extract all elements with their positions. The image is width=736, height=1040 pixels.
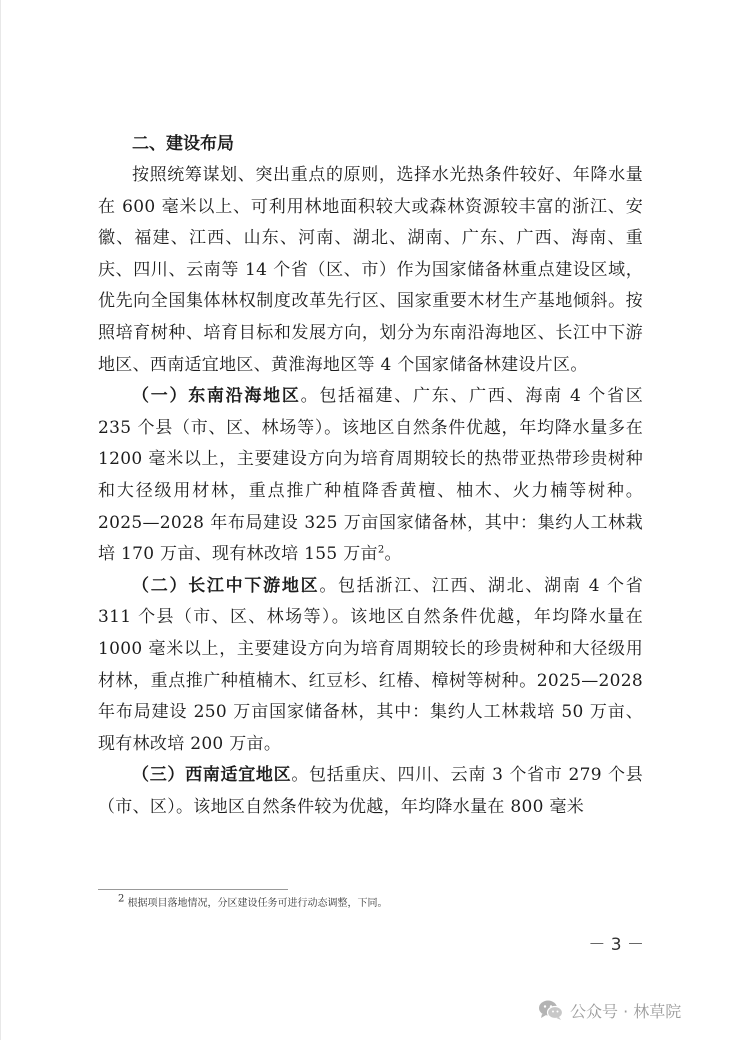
footnote-marker: 2	[118, 893, 125, 905]
document-body	[98, 128, 643, 823]
footnote	[118, 893, 638, 911]
section-label: （三）西南适宜地区	[132, 765, 292, 786]
footnote-reference[interactable]: 2	[377, 544, 385, 556]
section-southwest	[98, 760, 643, 823]
section-southeast-coastal	[98, 381, 643, 571]
section-label: （一）东南沿海地区	[132, 386, 301, 407]
section-text: 。包括浙江、江西、湖北、湖南 4 个省 311 个县（市、区、林场等）。该地区自然条件优越，年均降水量在 1000 毫米以上，主要建设方向为培育周期较长的珍贵树种和大径级用材林，重点推广种植楠木、红豆杉、红椿、樟树等树种。2025—2028 年布局建设 250 万亩国家储备林，其中：集约人工林栽培 50 万亩、现有林改培 200 万亩。	[98, 575, 643, 754]
section-heading: 二、建设布局	[132, 134, 234, 154]
section-text: 。包括福建、广东、广西、海南 4 个省区 235 个县（市、区、林场等）。该地区自然条件优越，年均降水量多在 1200 毫米以上，主要建设方向为培育周期较长的热带亚热带珍贵树种和大径级用材林，重点推广种植降香黄檀、柚木、火力楠等树种。2025—2028 年布局建设 325 万亩国家储备林，其中：集约人工林栽培 170 万亩、现有林改培 155 万亩	[98, 386, 643, 565]
watermark	[538, 996, 681, 1024]
section-yangtze-middle-lower	[98, 571, 643, 761]
page-number: － 3 －	[588, 935, 644, 955]
section-label: （二）长江中下游地区	[132, 575, 320, 596]
section-text: 。包括重庆、四川、云南 3 个省市 279 个县（市、区）。该地区自然条件较为优越，年均降水量在 800 毫米	[98, 765, 644, 817]
intro-paragraph: 按照统筹谋划、突出重点的原则，选择水光热条件较好、年降水量在 600 毫米以上、可利用林地面积较大或森林资源较丰富的浙江、安徽、福建、江西、山东、河南、湖北、湖南、广东、广西、海南、重庆、四川、云南等 14 个省（区、市）作为国家储备林重点建设区域，优先向全国集体林权制度改革先行区、国家重要木材生产基地倾斜。按照培育树种、培育目标和发展方向，划分为东南沿海地区、长江中下游地区、西南适宜地区、黄淮海地区等 4 个国家储备林建设片区。	[98, 165, 643, 375]
watermark-text: 公众号 · 林草院	[570, 1001, 682, 1021]
section-text-tail: 。	[384, 544, 402, 565]
footnote-divider	[98, 889, 288, 890]
footnote-text: 根据项目落地情况，分区建设任务可进行动态调整，下同。	[127, 898, 388, 909]
wechat-icon	[538, 999, 564, 1021]
